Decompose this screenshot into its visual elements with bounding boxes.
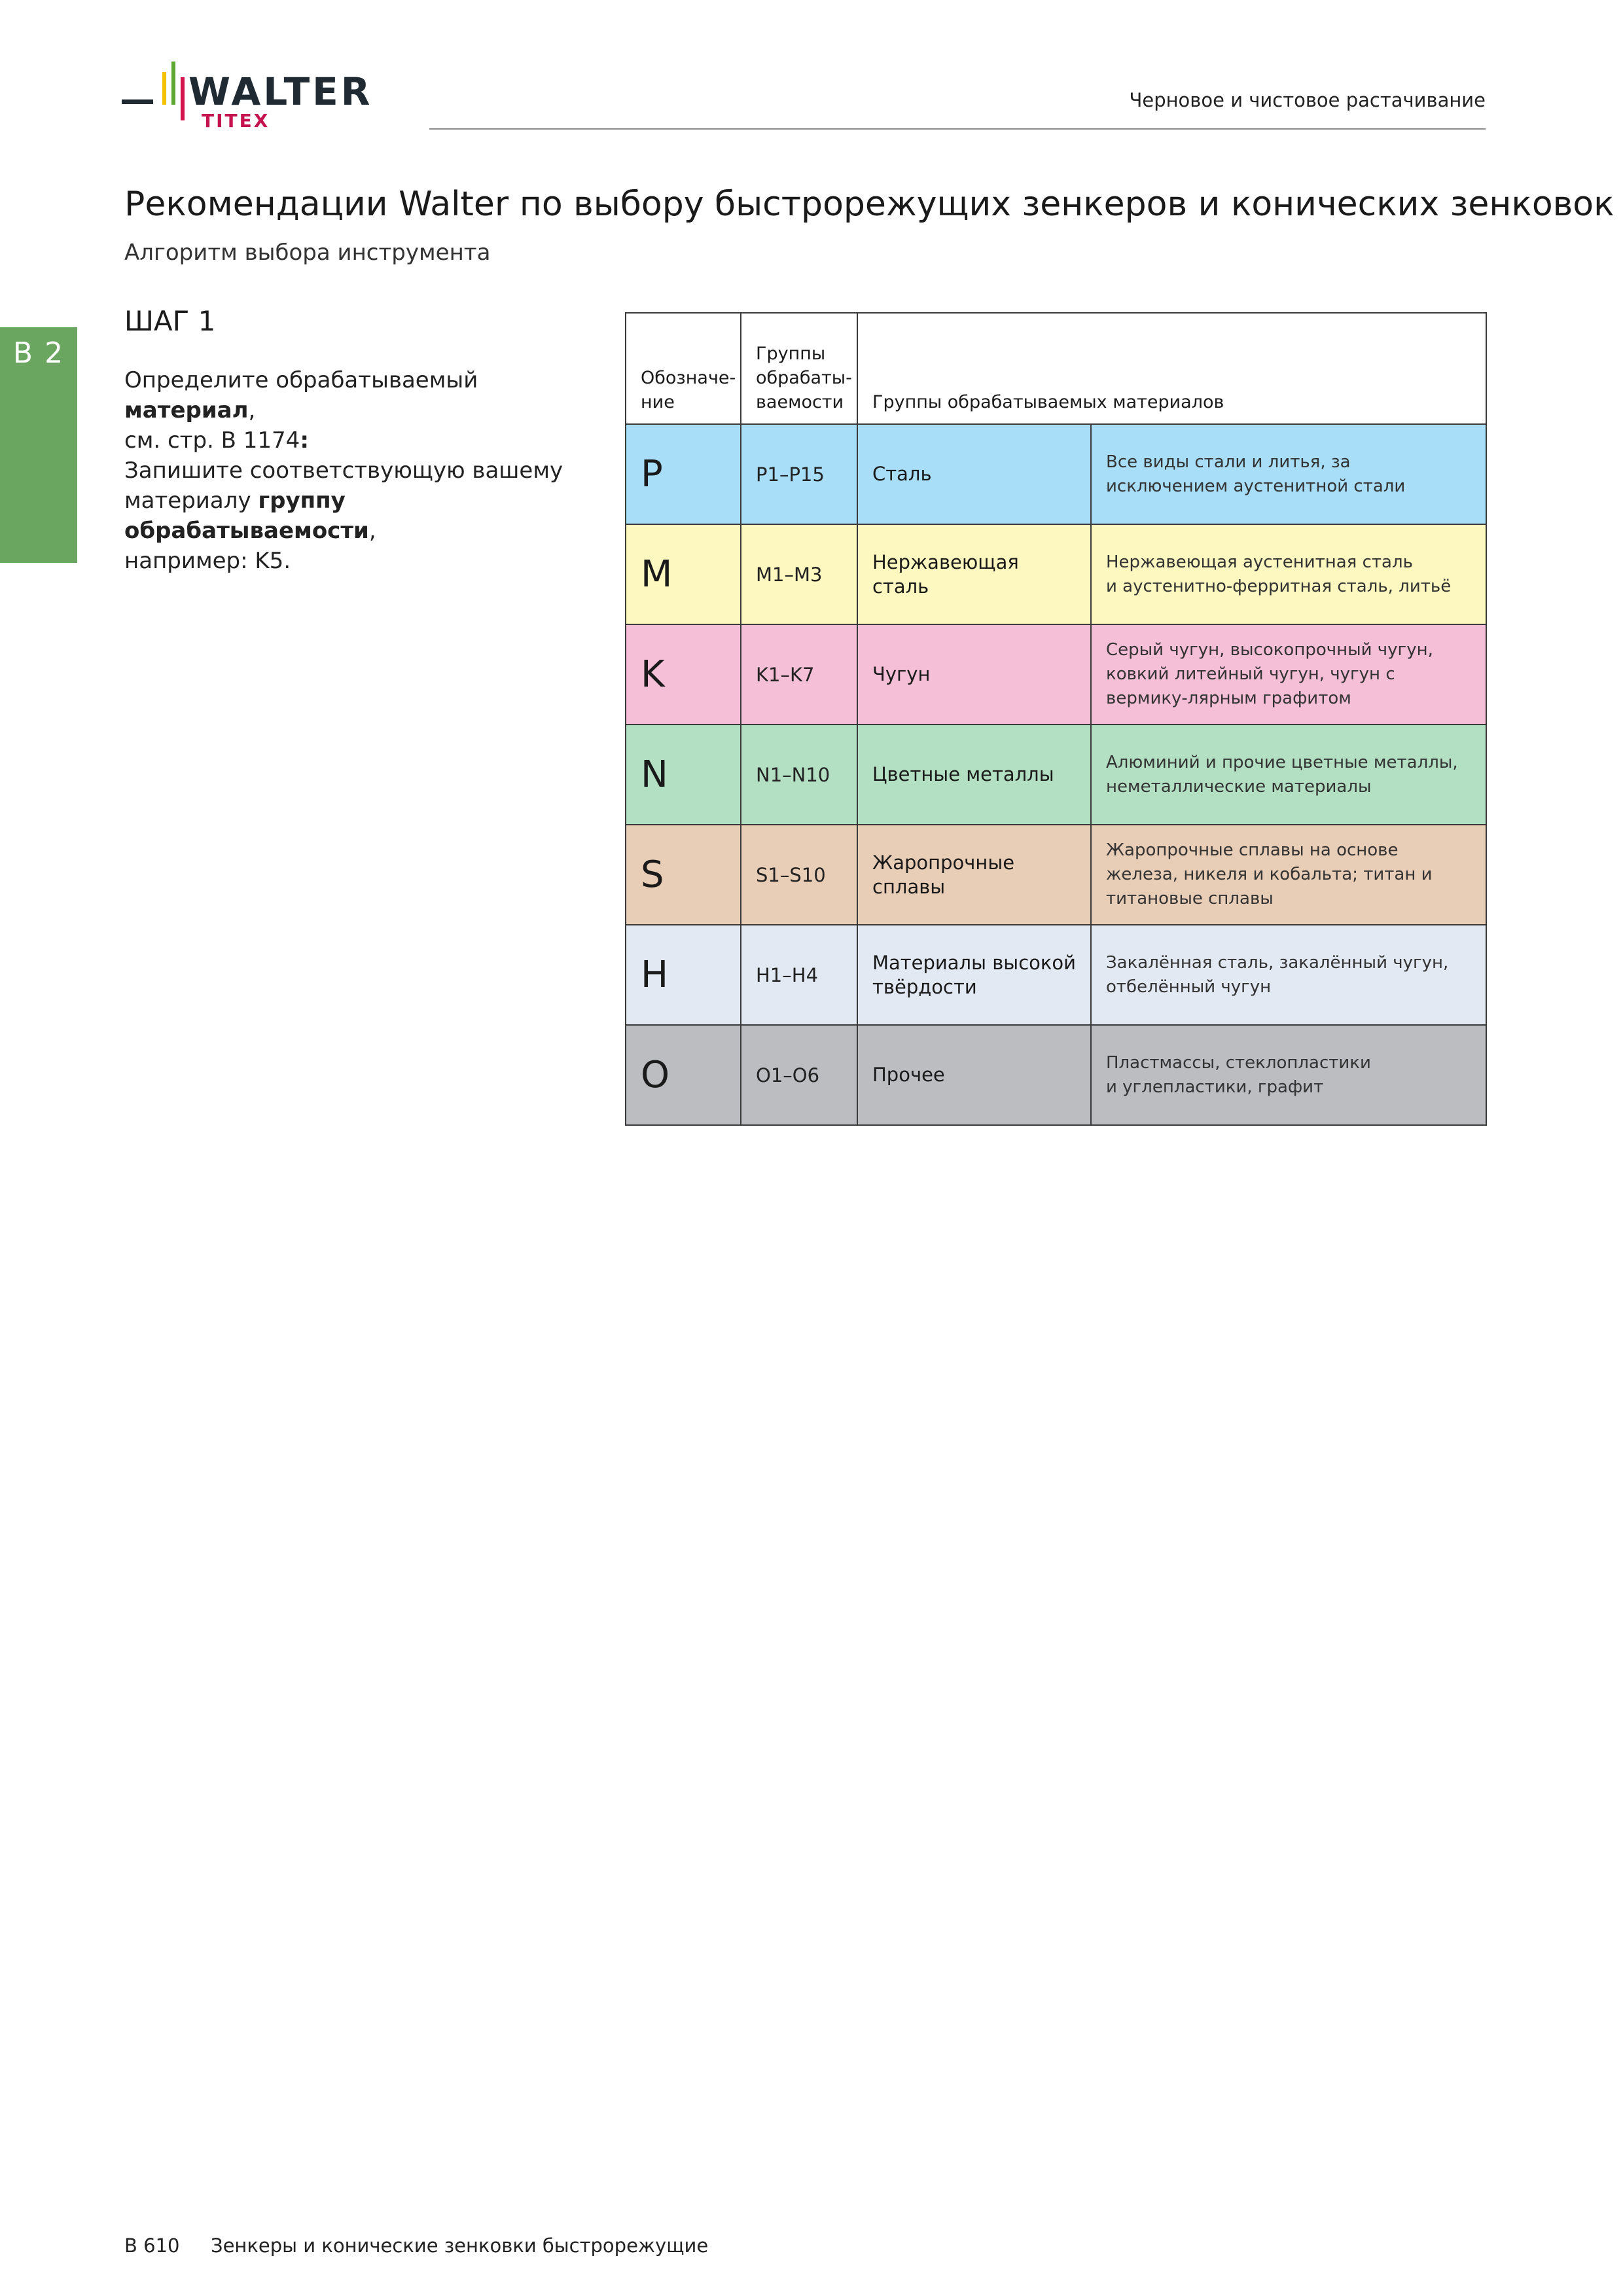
material-name: Материалы высокой твёрдости <box>857 925 1091 1025</box>
material-name: Сталь <box>857 424 1091 524</box>
material-groups-table <box>625 312 1487 1126</box>
material-range: S1–S10 <box>741 825 857 925</box>
material-description: Все виды стали и литья, за исключением аустенитной стали <box>1091 424 1486 524</box>
material-range: N1–N10 <box>741 725 857 825</box>
material-description: Пластмассы, стеклопластики и углепластики, графит <box>1091 1025 1486 1125</box>
logo-brand: WALTER <box>188 69 373 114</box>
table-row <box>626 424 1486 524</box>
material-letter: K <box>626 624 741 725</box>
footer-text: Зенкеры и конические зенковки быстрорежущие <box>211 2234 709 2257</box>
table-row <box>626 725 1486 825</box>
material-name: Жаропрочные сплавы <box>857 825 1091 925</box>
material-description: Серый чугун, высокопрочный чугун, ковкий литейный чугун, чугун с вермику-лярным графитом <box>1091 624 1486 725</box>
section-tab <box>0 327 77 563</box>
para1-line2-bold: : <box>300 427 309 454</box>
table-row <box>626 524 1486 624</box>
page-subtitle: Алгоритм выбора инструмента <box>124 240 491 266</box>
material-name: Нержавеющая сталь <box>857 524 1091 624</box>
para1-prefix: Определите обрабатываемый <box>124 367 478 393</box>
material-letter: S <box>626 825 741 925</box>
material-range: P1–P15 <box>741 424 857 524</box>
logo-sub: TITEX <box>202 110 270 132</box>
table-header-row <box>626 313 1486 424</box>
material-description: Жаропрочные сплавы на основе железа, никеля и кобальта; титан и титановые сплавы <box>1091 825 1486 925</box>
header-group: Группы обрабаты- ваемости <box>741 313 857 424</box>
material-name: Чугун <box>857 624 1091 725</box>
material-range: M1–M3 <box>741 524 857 624</box>
logo-bar-red <box>181 77 185 120</box>
material-letter: P <box>626 424 741 524</box>
logo-dash <box>122 99 153 104</box>
header-rule <box>429 128 1486 130</box>
material-description: Нержавеющая аустенитная сталь и аустенитно-ферритная сталь, литьё <box>1091 524 1486 624</box>
table-row <box>626 925 1486 1025</box>
table-row <box>626 1025 1486 1125</box>
para1-bold: материал <box>124 397 249 423</box>
para2-bold: группу обрабатываемости <box>124 488 369 544</box>
logo-bar-yellow <box>162 72 166 105</box>
table-row <box>626 825 1486 925</box>
para2-line3: например: K5. <box>124 548 291 574</box>
material-description: Закалённая сталь, закалённый чугун, отбелённый чугун <box>1091 925 1486 1025</box>
step-title: ШАГ 1 <box>124 305 216 337</box>
para1-suffix: , <box>248 397 256 423</box>
material-letter: N <box>626 725 741 825</box>
header-section-title: Черновое и чистовое растачивание <box>1129 89 1486 111</box>
para1-line2: см. стр. B 1174 <box>124 427 300 454</box>
step-paragraph-2 <box>124 456 582 576</box>
header-material: Группы обрабатываемых материалов <box>857 313 1486 424</box>
material-letter: H <box>626 925 741 1025</box>
material-range: H1–H4 <box>741 925 857 1025</box>
material-name: Прочее <box>857 1025 1091 1125</box>
material-name: Цветные металлы <box>857 725 1091 825</box>
material-range: O1–O6 <box>741 1025 857 1125</box>
footer-page-number: B 610 <box>124 2234 180 2257</box>
step-paragraph-1 <box>124 365 582 456</box>
material-letter: M <box>626 524 741 624</box>
header-code: Обозначе- ние <box>626 313 741 424</box>
page-title: Рекомендации Walter по выбору быстрорежущих зенкеров и конических зенковок <box>124 185 1614 224</box>
logo-bar-green <box>171 62 175 105</box>
table-row <box>626 624 1486 725</box>
para2-suffix: , <box>368 518 376 544</box>
walter-titex-logo <box>122 58 403 136</box>
material-range: K1–K7 <box>741 624 857 725</box>
section-tab-label: B 2 <box>12 336 65 370</box>
material-letter: O <box>626 1025 741 1125</box>
para2-prefix: Запишите соответствующую вашему материалу <box>124 457 563 514</box>
material-description: Алюминий и прочие цветные металлы, неметаллические материалы <box>1091 725 1486 825</box>
